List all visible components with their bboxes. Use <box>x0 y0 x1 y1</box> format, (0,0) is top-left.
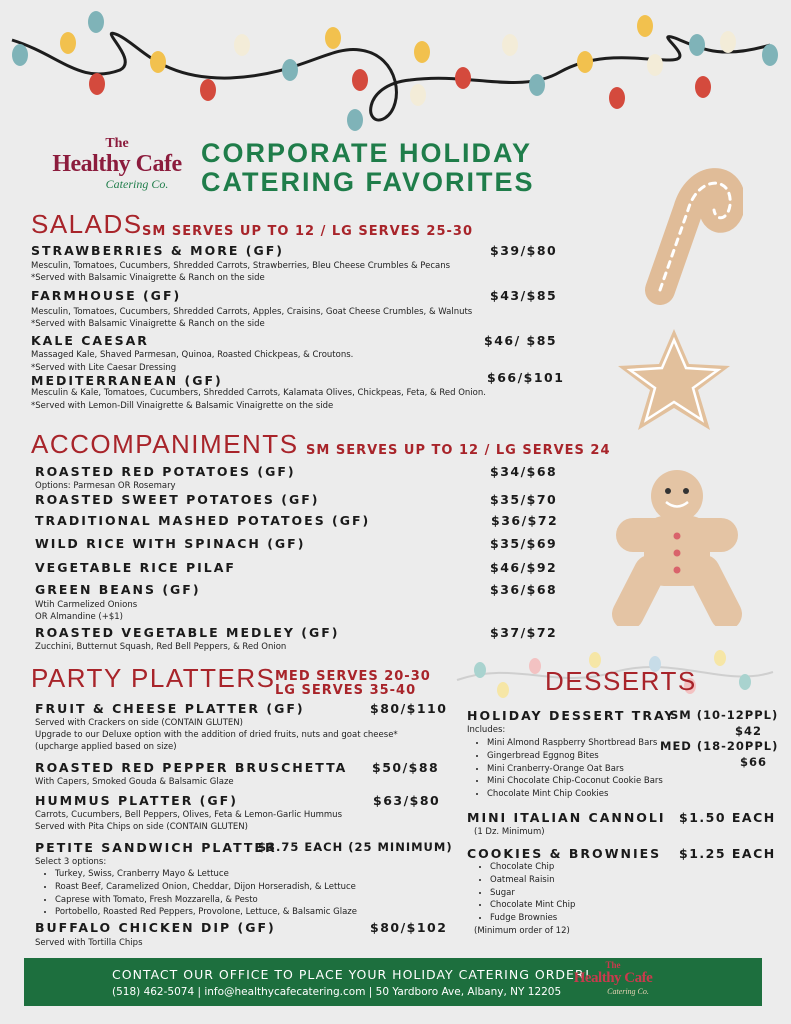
side-item-name: ROASTED SWEET POTATOES (GF) <box>35 492 320 507</box>
dessert-tray-sm-price: $42 <box>735 724 763 738</box>
salad-item-desc: Mesculin & Kale, Tomatoes, Cucumbers, Shredded Carrots, Kalamata Olives, Chickpeas, Feta, & Red Onion. <box>31 388 486 398</box>
side-item-price: $35/$69 <box>490 536 558 551</box>
light-bulbs <box>12 11 778 131</box>
footer-logo-the: The <box>605 960 621 970</box>
salad-item-name: STRAWBERRIES & MORE (GF) <box>31 243 284 258</box>
gingerbread-man-cookie-icon <box>608 466 746 626</box>
salad-item-desc: Massaged Kale, Shaved Parmesan, Quinoa, Roasted Chickpeas, & Croutons. <box>31 350 354 360</box>
platter-item-desc: With Capers, Smoked Gouda & Balsamic Glaze <box>35 777 234 787</box>
platter-item-desc: Served with Tortilla Chips <box>35 938 143 948</box>
side-item-name: WILD RICE WITH SPINACH (GF) <box>35 536 306 551</box>
list-item: • Caprese with Tomato, Fresh Mozzarella, & Pesto <box>55 894 357 907</box>
platter-item-price: $63/$80 <box>373 793 441 808</box>
list-item: • Chocolate Chip <box>490 861 575 874</box>
platter-item-desc: (upcharge applied based on size) <box>35 742 177 752</box>
salad-item-name: MEDITERRANEAN (GF) <box>31 373 223 388</box>
cookies-list <box>470 861 575 925</box>
dessert-tray-med: MED (18-20PPL) <box>660 739 779 753</box>
list-item: • Roast Beef, Caramelized Onion, Cheddar, Dijon Horseradish, & Lettuce <box>55 881 357 894</box>
side-item-price: $37/$72 <box>490 625 558 640</box>
platter-item-desc: Served with Crackers on side (CONTAIN GLUTEN) <box>35 718 243 728</box>
star-cookie-icon <box>612 326 736 434</box>
side-item-desc: Wtih Carmelized Onions <box>35 600 138 610</box>
platter-item-name: PETITE SANDWICH PLATTER <box>35 840 277 855</box>
salad-item-note: *Served with Lemon-Dill Vinaigrette & Balsamic Vinaigrette on the side <box>31 401 334 411</box>
dessert-tray-includes: Includes: <box>467 725 506 735</box>
platter-item-price: $50/$88 <box>372 760 440 775</box>
salad-item-price: $43/$85 <box>490 288 558 303</box>
side-item-desc: OR Almandine (+$1) <box>35 612 123 622</box>
dessert-tray-list <box>467 737 663 801</box>
list-item: • Portobello, Roasted Red Peppers, Provolone, Lettuce, & Balsamic Glaze <box>55 906 357 919</box>
salad-item-note: *Served with Lite Caesar Dressing <box>31 363 177 373</box>
side-item-name: GREEN BEANS (GF) <box>35 582 201 597</box>
accompaniments-heading: ACCOMPANIMENTS <box>31 429 299 459</box>
platter-item-price: $80/$110 <box>370 701 448 716</box>
footer-logo <box>568 960 658 998</box>
dessert-tray-sm: SM (10-12PPL) <box>670 708 779 722</box>
platters-serving-lg: LG SERVES 35-40 <box>275 683 417 698</box>
logo-name: Healthy Cafe <box>52 151 182 177</box>
list-item: • Sugar <box>490 887 575 900</box>
side-item-price: $36/$72 <box>491 513 559 528</box>
side-item-price: $46/$92 <box>490 560 558 575</box>
footer-logo-name: Healthy Cafe <box>573 970 653 986</box>
list-item: • Mini Almond Raspberry Shortbread Bars <box>487 737 663 750</box>
salad-item-price: $46/ $85 <box>484 333 558 348</box>
accompaniments-serving-info: SM SERVES UP TO 12 / LG SERVES 24 <box>306 443 611 458</box>
sandwich-options-list <box>35 868 357 919</box>
cannoli-price: $1.50 EACH <box>679 810 776 825</box>
side-item-price: $36/$68 <box>490 582 558 597</box>
salad-item-name: KALE CAESAR <box>31 333 149 348</box>
platters-heading: PARTY PLATTERS <box>31 663 276 693</box>
platter-item-desc: Carrots, Cucumbers, Bell Peppers, Olives, Feta & Lemon-Garlic Hummus <box>35 810 343 820</box>
logo-the: The <box>105 136 129 151</box>
list-item: • Chocolate Mint Chip <box>490 899 575 912</box>
footer-cta: CONTACT OUR OFFICE TO PLACE YOUR HOLIDAY CATERING ORDER! <box>112 967 591 982</box>
christmas-lights-garland <box>0 0 791 135</box>
platters-serving-med: MED SERVES 20-30 <box>275 669 431 684</box>
dessert-tray-med-price: $66 <box>740 755 768 769</box>
salad-item-desc: Mesculin, Tomatoes, Cucumbers, Shredded Carrots, Apples, Craisins, Goat Cheese Crumbles, & Walnuts <box>31 307 473 317</box>
list-item: • Chocolate Mint Chip Cookies <box>487 788 663 801</box>
cookies-name: COOKIES & BROWNIES <box>467 846 662 861</box>
cookies-price: $1.25 EACH <box>679 846 776 861</box>
side-item-price: $35/$70 <box>490 492 558 507</box>
salads-serving-info: SM SERVES UP TO 12 / LG SERVES 25-30 <box>142 224 473 239</box>
cannoli-desc: (1 Dz. Minimum) <box>474 827 545 837</box>
side-item-name: VEGETABLE RICE PILAF <box>35 560 236 575</box>
cookies-note: (Minimum order of 12) <box>474 926 570 936</box>
footer-logo-subtitle: Catering Co. <box>607 987 649 996</box>
list-item: • Mini Cranberry-Orange Oat Bars <box>487 763 663 776</box>
side-item-name: TRADITIONAL MASHED POTATOES (GF) <box>35 513 371 528</box>
platter-item-desc: Select 3 options: <box>35 857 107 867</box>
platter-item-price: $3.75 EACH (25 MINIMUM) <box>258 840 453 854</box>
side-item-name: ROASTED RED POTATOES (GF) <box>35 464 296 479</box>
salad-item-desc: Mesculin, Tomatoes, Cucumbers, Shredded Carrots, Strawberries, Bleu Cheese Crumbles & Pecans <box>31 261 451 271</box>
list-item: • Fudge Brownies <box>490 912 575 925</box>
platter-item-price: $80/$102 <box>370 920 448 935</box>
platter-item-desc: Upgrade to our Deluxe option with the addition of dried fruits, nuts and goat cheese* <box>35 730 398 740</box>
platter-item-name: ROASTED RED PEPPER BRUSCHETTA <box>35 760 348 775</box>
salad-item-note: *Served with Balsamic Vinaigrette & Ranch on the side <box>31 319 265 329</box>
salad-item-note: *Served with Balsamic Vinaigrette & Ranch on the side <box>31 273 265 283</box>
page-title-line2: CATERING FAVORITES <box>201 167 535 197</box>
list-item: • Mini Chocolate Chip-Coconut Cookie Bars <box>487 775 663 788</box>
list-item: • Oatmeal Raisin <box>490 874 575 887</box>
platter-item-name: HUMMUS PLATTER (GF) <box>35 793 238 808</box>
page-title-line1: CORPORATE HOLIDAY <box>201 138 533 168</box>
logo <box>52 136 182 204</box>
salad-item-price: $66/$101 <box>487 370 565 385</box>
side-item-desc: Options: Parmesan OR Rosemary <box>35 481 176 491</box>
footer-contact: (518) 462-5074 | info@healthycafecatering.com | 50 Yardboro Ave, Albany, NY 12205 <box>112 986 562 998</box>
platter-item-name: FRUIT & CHEESE PLATTER (GF) <box>35 701 305 716</box>
dessert-tray-name: HOLIDAY DESSERT TRAY <box>467 708 676 723</box>
cannoli-name: MINI ITALIAN CANNOLI <box>467 810 666 825</box>
list-item: • Turkey, Swiss, Cranberry Mayo & Lettuce <box>55 868 357 881</box>
logo-subtitle: Catering Co. <box>105 177 169 191</box>
salad-item-price: $39/$80 <box>490 243 558 258</box>
side-item-desc: Zucchini, Butternut Squash, Red Bell Peppers, & Red Onion <box>35 642 287 652</box>
footer-banner <box>24 958 762 1006</box>
platter-item-desc: Served with Pita Chips on side (CONTAIN GLUTEN) <box>35 822 248 832</box>
salad-item-name: FARMHOUSE (GF) <box>31 288 182 303</box>
desserts-heading: DESSERTS <box>545 666 697 696</box>
candy-cane-cookie-icon <box>638 150 743 305</box>
salads-heading: SALADS <box>31 209 143 239</box>
side-item-name: ROASTED VEGETABLE MEDLEY (GF) <box>35 625 340 640</box>
list-item: • Gingerbread Eggnog Bites <box>487 750 663 763</box>
platter-item-name: BUFFALO CHICKEN DIP (GF) <box>35 920 276 935</box>
side-item-price: $34/$68 <box>490 464 558 479</box>
